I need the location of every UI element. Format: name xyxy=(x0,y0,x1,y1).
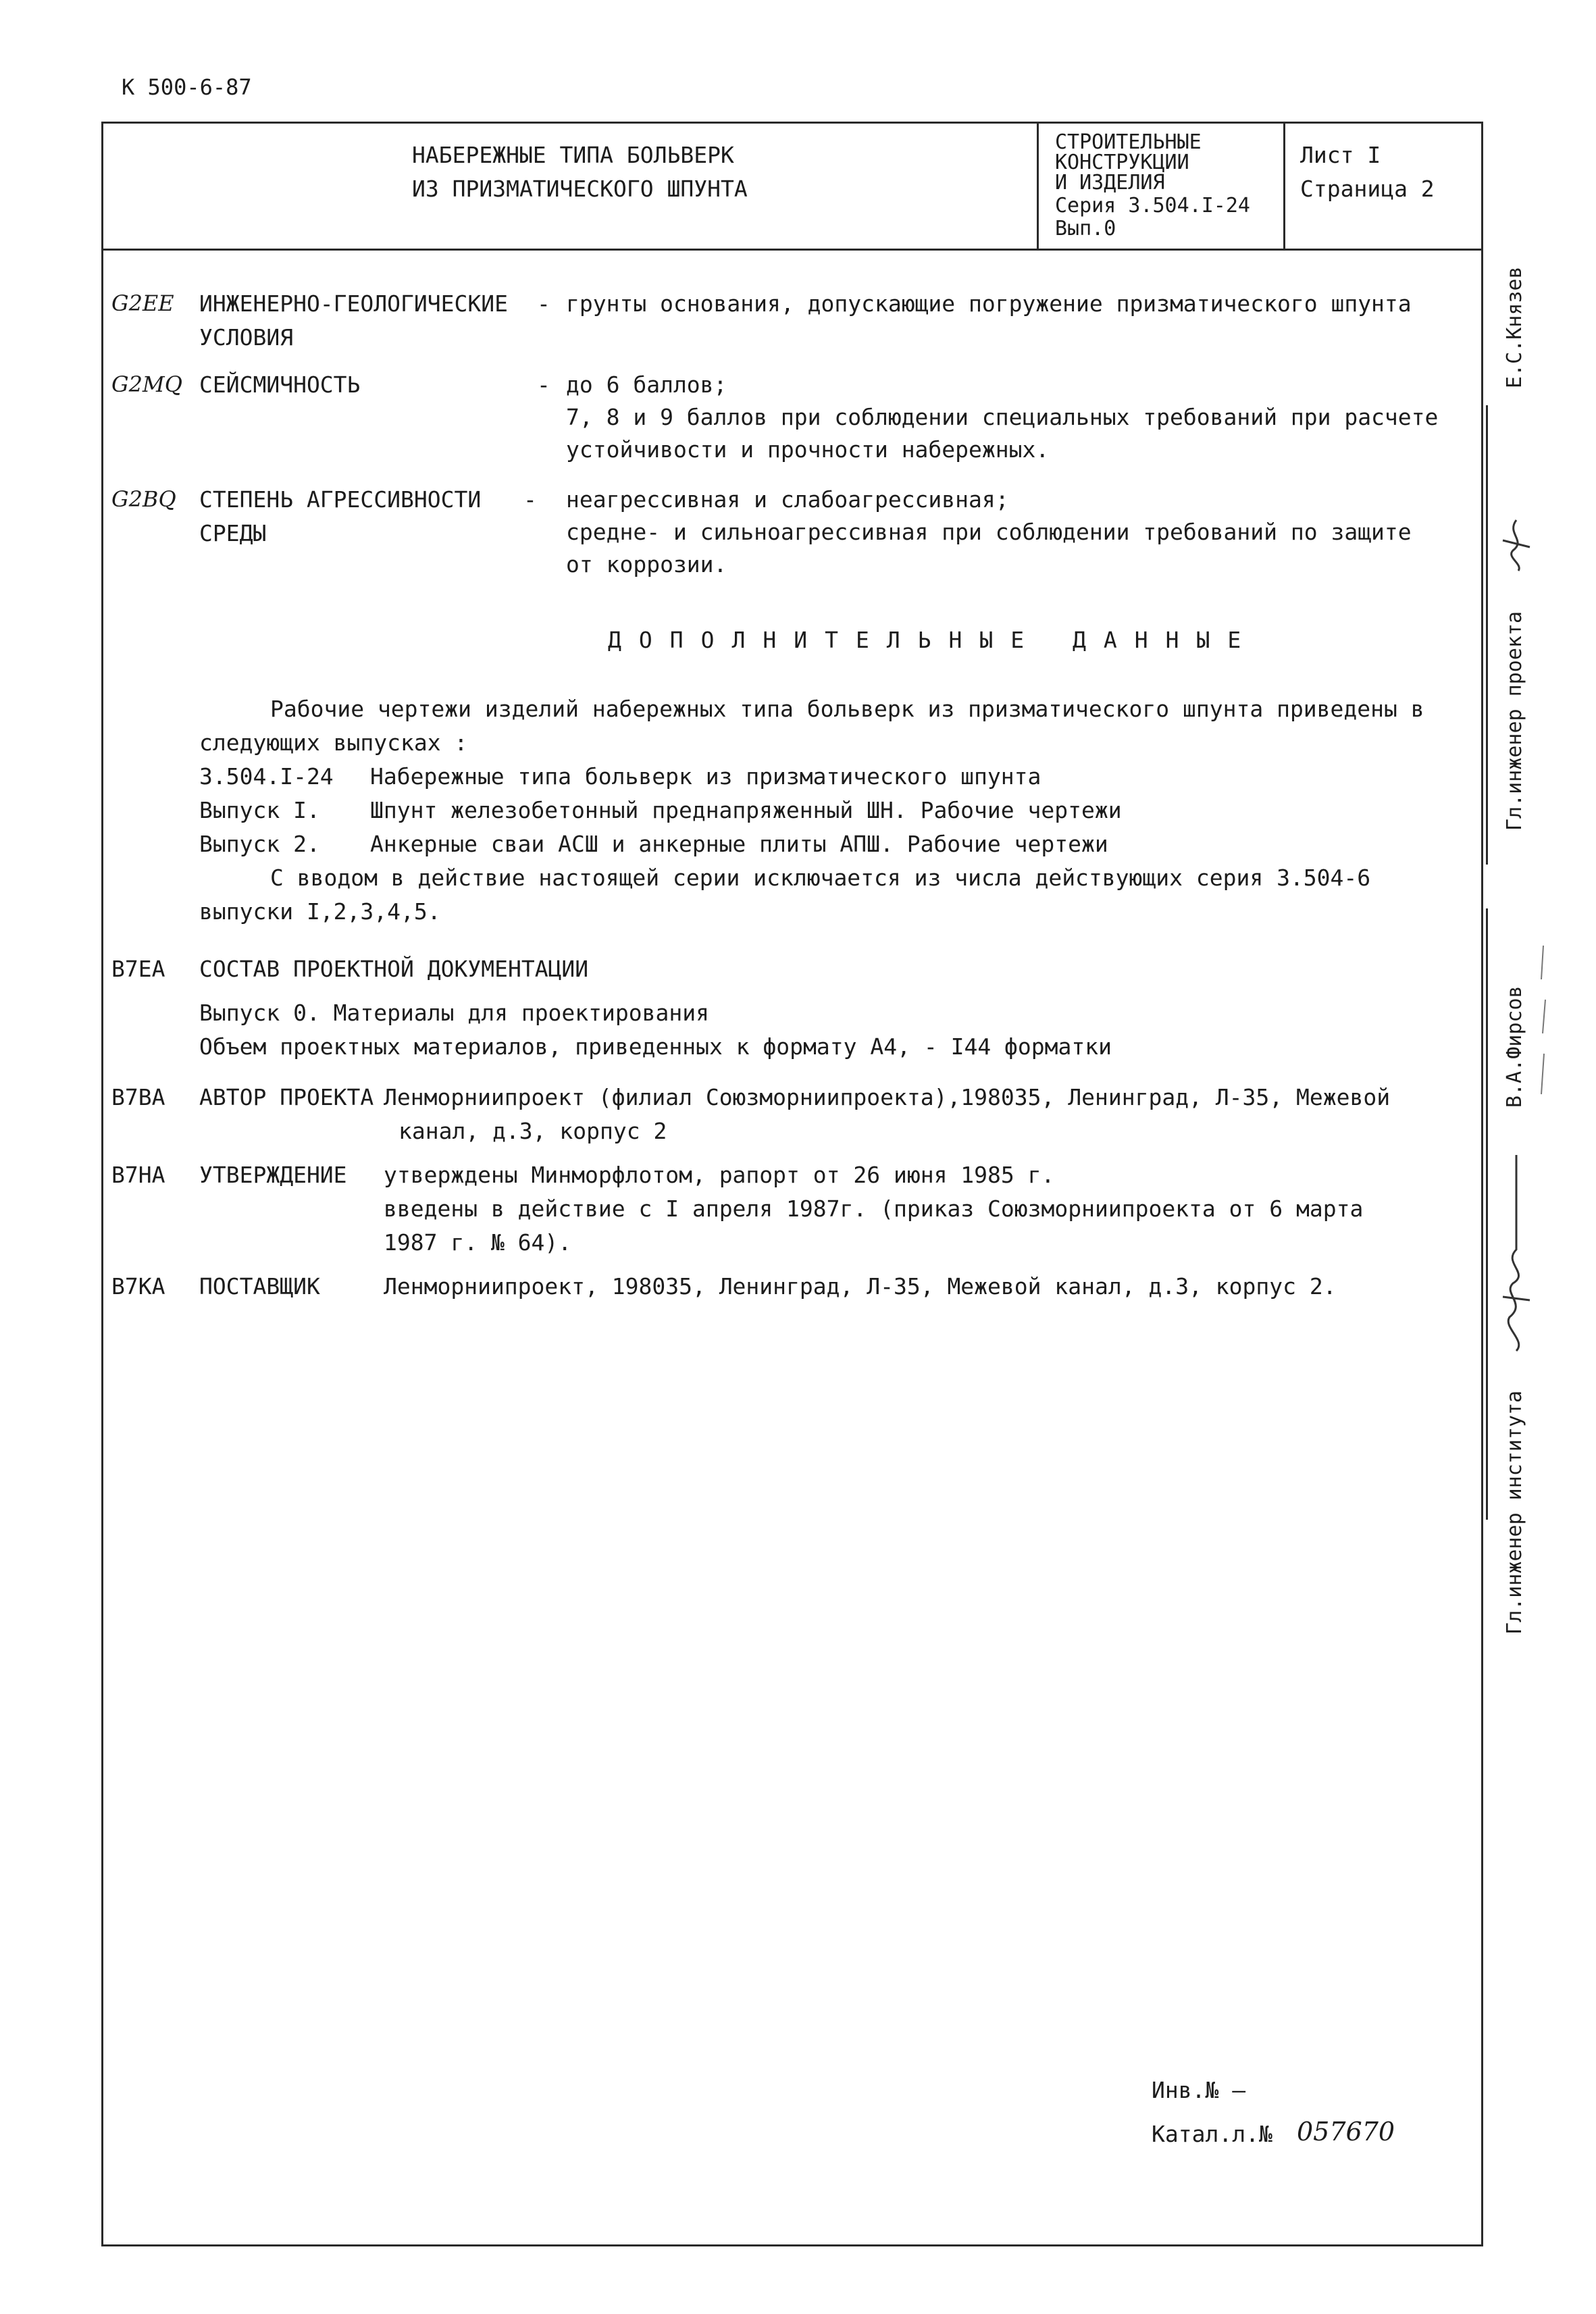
issue-number: Вып.0 xyxy=(1055,217,1116,240)
note-line: С вводом в действие настоящей серии исключается из числа действующих серия 3.504-6 xyxy=(270,865,1371,891)
issue-text: Анкерные сваи АСШ и анкерные плиты АПШ. Рабочие чертежи xyxy=(370,831,1108,857)
entry-term: СЕЙСМИЧНОСТЬ xyxy=(199,371,361,398)
title-line-2: ИЗ ПРИЗМАТИЧЕСКОГО ШПУНТА xyxy=(412,176,748,202)
inventory-number: Инв.№ — xyxy=(1152,2077,1246,2103)
entry-text: средне- и сильноагрессивная при соблюдении требований по защите xyxy=(566,519,1412,545)
page-number: Страница 2 xyxy=(1300,176,1435,202)
entry-text: канал, д.3, корпус 2 xyxy=(398,1118,667,1144)
issue-text: Шпунт железобетонный преднапряженный ШН. Рабочие чертежи xyxy=(370,797,1122,823)
issue-text: Набережные типа больверк из призматического шпунта xyxy=(370,763,1041,790)
catalog-number: 057670 xyxy=(1297,2117,1395,2146)
entry-code: B7HA xyxy=(111,1162,165,1188)
margin-rule-lower xyxy=(1486,908,1488,1520)
entry-code: G2BQ xyxy=(111,486,176,512)
entry-dash: - xyxy=(537,371,550,398)
entry-code: G2MQ xyxy=(111,371,182,397)
entry-term: СОСТАВ ПРОЕКТНОЙ ДОКУМЕНТАЦИИ xyxy=(199,956,589,982)
entry-dash: - xyxy=(537,290,550,317)
entry-text: 1987 г. № 64). xyxy=(384,1229,572,1256)
entry-text: до 6 баллов; xyxy=(566,371,727,398)
entry-text: Объем проектных материалов, приведенных к формату А4, - I44 форматки xyxy=(199,1033,1112,1060)
entry-text: грунты основания, допускающие погружение призматического шпунта xyxy=(566,290,1412,317)
entry-term: ПОСТАВЩИК xyxy=(199,1273,320,1300)
approver-name-2: В.А.Фирсов xyxy=(1503,985,1526,1108)
entry-term: УТВЕРЖДЕНИЕ xyxy=(199,1162,347,1188)
signature-1 xyxy=(1493,513,1540,574)
entry-code: G2EE xyxy=(111,290,174,316)
margin-pencil-marks xyxy=(1533,939,1553,1114)
entry-text: от коррозии. xyxy=(566,551,727,577)
series-number: Серия 3.504.I-24 xyxy=(1055,194,1250,217)
note-line: выпуски I,2,3,4,5. xyxy=(199,898,441,925)
approver-role-1: Гл.инженер проекта xyxy=(1503,611,1526,831)
entry-text: введены в действие с I апреля 1987г. (приказ Союзморниипроекта от 6 марта xyxy=(384,1195,1364,1222)
entry-term: УСЛОВИЯ xyxy=(199,324,294,351)
title-block-divider-2 xyxy=(1283,122,1285,250)
category-line-3: И ИЗДЕЛИЯ xyxy=(1055,171,1165,195)
entry-term: СТЕПЕНЬ АГРЕССИВНОСТИ xyxy=(199,486,482,513)
entry-term: ИНЖЕНЕРНО-ГЕОЛОГИЧЕСКИЕ xyxy=(199,290,508,317)
entry-code: B7BA xyxy=(111,1084,165,1110)
title-line-1: НАБЕРЕЖНЫЕ ТИПА БОЛЬВЕРК xyxy=(412,142,734,168)
entry-code: B7EA xyxy=(111,956,165,982)
approver-role-2: Гл.инженер института xyxy=(1503,1390,1526,1635)
section-heading: ДОПОЛНИТЕЛЬНЫЕ ДАННЫЕ xyxy=(608,627,1259,653)
entry-text: Выпуск 0. Материалы для проектирования xyxy=(199,1000,709,1026)
paragraph-line: следующих выпусках : xyxy=(199,729,468,756)
paragraph-line: Рабочие чертежи изделий набережных типа больверк из призматического шпунта приведены в xyxy=(270,696,1424,722)
entry-term: АВТОР ПРОЕКТА xyxy=(199,1084,374,1110)
entry-text: Ленморниипроект, 198035, Ленинград, Л-35, Межевой канал, д.3, корпус 2. xyxy=(384,1273,1337,1300)
issue-label: 3.504.I-24 xyxy=(199,763,334,790)
issue-label: Выпуск I. xyxy=(199,797,320,823)
category-line-2: КОНСТРУКЦИИ xyxy=(1055,151,1189,174)
title-block-divider-1 xyxy=(1037,122,1039,250)
issue-label: Выпуск 2. xyxy=(199,831,320,857)
entry-text: 7, 8 и 9 баллов при соблюдении специальных требований при расчете xyxy=(566,404,1439,430)
category-line-1: СТРОИТЕЛЬНЫЕ xyxy=(1055,130,1202,154)
entry-dash: - xyxy=(523,486,537,513)
sheet-number: Лист I xyxy=(1300,142,1381,168)
margin-rule-upper xyxy=(1486,405,1488,865)
approver-name-1: Е.С.Князев xyxy=(1503,266,1526,388)
document-code: К 500-6-87 xyxy=(122,74,252,100)
entry-term: СРЕДЫ xyxy=(199,520,267,546)
entry-text: устойчивости и прочности набережных. xyxy=(566,436,1050,463)
entry-code: B7KA xyxy=(111,1273,165,1300)
entry-text: утверждены Минморфлотом, рапорт от 26 июня 1985 г. xyxy=(384,1162,1055,1188)
catalog-label: Катал.л.№ xyxy=(1152,2121,1272,2147)
signature-2 xyxy=(1489,1148,1543,1364)
entry-text: неагрессивная и слабоагрессивная; xyxy=(566,486,1009,513)
title-block-bottom-rule xyxy=(101,249,1481,251)
entry-text: Ленморниипроект (филиал Союзморниипроекта),198035, Ленинград, Л-35, Межевой xyxy=(384,1084,1391,1110)
